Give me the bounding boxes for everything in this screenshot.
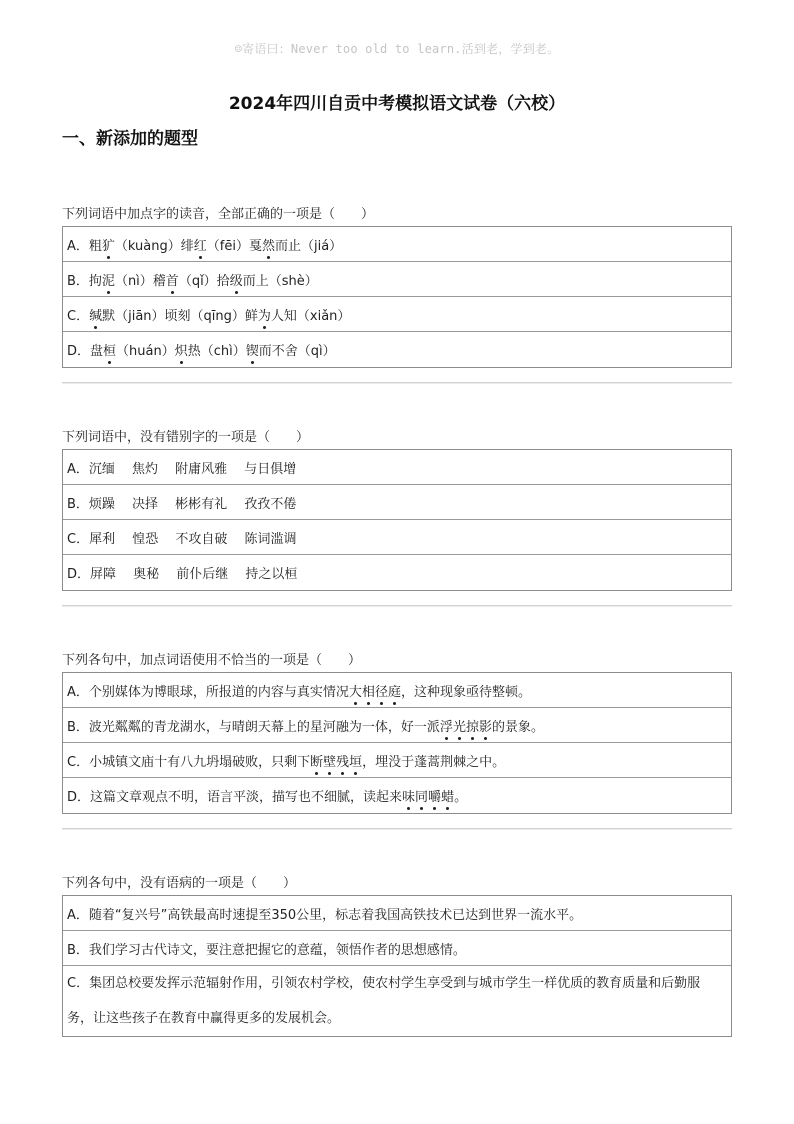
option-text: C． [67, 308, 90, 324]
option-text: A．沉缅 焦灼 附庸风雅 与日俱增 [67, 461, 297, 477]
question-1-options [62, 226, 732, 368]
option-b[interactable] [63, 485, 731, 520]
option-b[interactable] [63, 931, 731, 966]
option-text: C．集团总校要发挥示范辐射作用，引领农村学校，使农村学生享受到与城市学生一样优质的教育质量和后勤服务，让这些孩子在教育中赢得更多的发展机会。 [67, 976, 701, 1026]
option-text: A．个别媒体为博眼球，所报道的内容与真实情况 [67, 684, 349, 700]
option-b[interactable] [63, 708, 731, 743]
emphasis-text: 浮光掠影 [440, 716, 492, 735]
emphasis-text: 味同嚼蜡 [402, 786, 454, 805]
option-d[interactable] [63, 778, 731, 813]
option-text: 人知（xiǎn） [270, 308, 351, 324]
option-text: （huán） [116, 344, 175, 359]
option-c[interactable] [63, 297, 731, 332]
option-text: 而止（jiá） [274, 238, 343, 254]
option-text: 。 [454, 790, 468, 805]
question-1-stem: 下列词语中加点字的读音，全部正确的一项是（ ） [62, 207, 375, 222]
option-text: ，这种现象亟待整顿。 [400, 684, 531, 700]
option-text: B．拘 [67, 273, 102, 289]
question-3-stem: 下列各句中，加点词语使用不恰当的一项是（ ） [62, 653, 362, 668]
option-text: 而不舍（qì） [258, 344, 336, 359]
option-text: ，埋没于蓬蒿荆棘之中。 [362, 754, 506, 770]
option-d[interactable] [63, 332, 731, 367]
question-2-options [62, 449, 732, 591]
option-text: 而上（shè） [242, 273, 318, 289]
question-2-stem: 下列词语中，没有错别字的一项是（ ） [62, 430, 310, 445]
emphasis-text: 泥 [102, 270, 115, 289]
emphasis-text: 断壁残垣 [310, 751, 362, 770]
option-text: A．随着“复兴号”高铁最高时速提至350公里，标志着我国高铁技术已达到世界一流水平。 [67, 907, 583, 923]
question-4-options [62, 895, 732, 1037]
section-heading: 一、新添加的题型 [62, 129, 198, 149]
emphasis-text: 犷 [102, 235, 115, 254]
option-c[interactable] [63, 520, 731, 555]
option-text: B．我们学习古代诗文，要注意把握它的意蕴，领悟作者的思想感情。 [67, 942, 466, 958]
question-3-options [62, 672, 732, 814]
option-text: （nì）稽 [114, 273, 166, 289]
watermark: ☺寄语曰：Never too old to learn.活到老，学到老。 [234, 42, 560, 56]
option-text: A．粗 [67, 238, 102, 254]
option-b[interactable] [63, 262, 731, 297]
option-a[interactable] [63, 673, 731, 708]
emphasis-text: 桓 [103, 340, 116, 359]
option-text: D．盘 [67, 344, 104, 359]
option-text: D．屏障 奥秘 前仆后继 持之以桓 [67, 567, 298, 582]
option-text: 热（chì） [187, 344, 246, 359]
option-text: （kuàng）绯 [114, 238, 194, 254]
option-text: 的景象。 [491, 719, 544, 735]
emphasis-text: 大相径庭 [349, 681, 401, 700]
option-text: C．犀利 惶恐 不攻自破 陈词滥调 [67, 531, 297, 547]
emphasis-text: 首 [166, 270, 179, 289]
emphasis-text: 然 [262, 235, 275, 254]
question-divider [62, 382, 732, 383]
emphasis-text: 缄 [89, 305, 102, 324]
option-a[interactable] [63, 450, 731, 485]
option-text: B．烦躁 决择 彬彬有礼 孜孜不倦 [67, 496, 297, 512]
question-divider [62, 828, 732, 829]
option-text: D．这篇文章观点不明，语言平淡，描写也不细腻，读起来 [67, 790, 403, 805]
option-a[interactable] [63, 227, 731, 262]
option-d[interactable] [63, 555, 731, 590]
option-text: B．波光粼粼的青龙湖水，与晴朗天幕上的星河融为一体，好一派 [67, 719, 440, 735]
option-c[interactable] [63, 966, 731, 1036]
emphasis-text: 锲 [246, 340, 259, 359]
emphasis-text: 炽 [175, 340, 188, 359]
emphasis-text: 为 [258, 305, 271, 324]
emphasis-text: 红 [194, 235, 207, 254]
option-c[interactable] [63, 743, 731, 778]
option-text: C．小城镇文庙十有八九坍塌破败，只剩下 [67, 754, 311, 770]
option-text: （qǐ）拾 [178, 273, 230, 289]
document-title: 2024年四川自贡中考模拟语文试卷（六校） [228, 94, 566, 114]
emphasis-text: 级 [230, 270, 243, 289]
option-a[interactable] [63, 896, 731, 931]
question-divider [62, 605, 732, 606]
option-text: （fēi）戛 [206, 238, 262, 254]
option-text: 默（jiān）顷刻（qīng）鲜 [102, 308, 258, 324]
question-4-stem: 下列各句中，没有语病的一项是（ ） [62, 876, 297, 891]
